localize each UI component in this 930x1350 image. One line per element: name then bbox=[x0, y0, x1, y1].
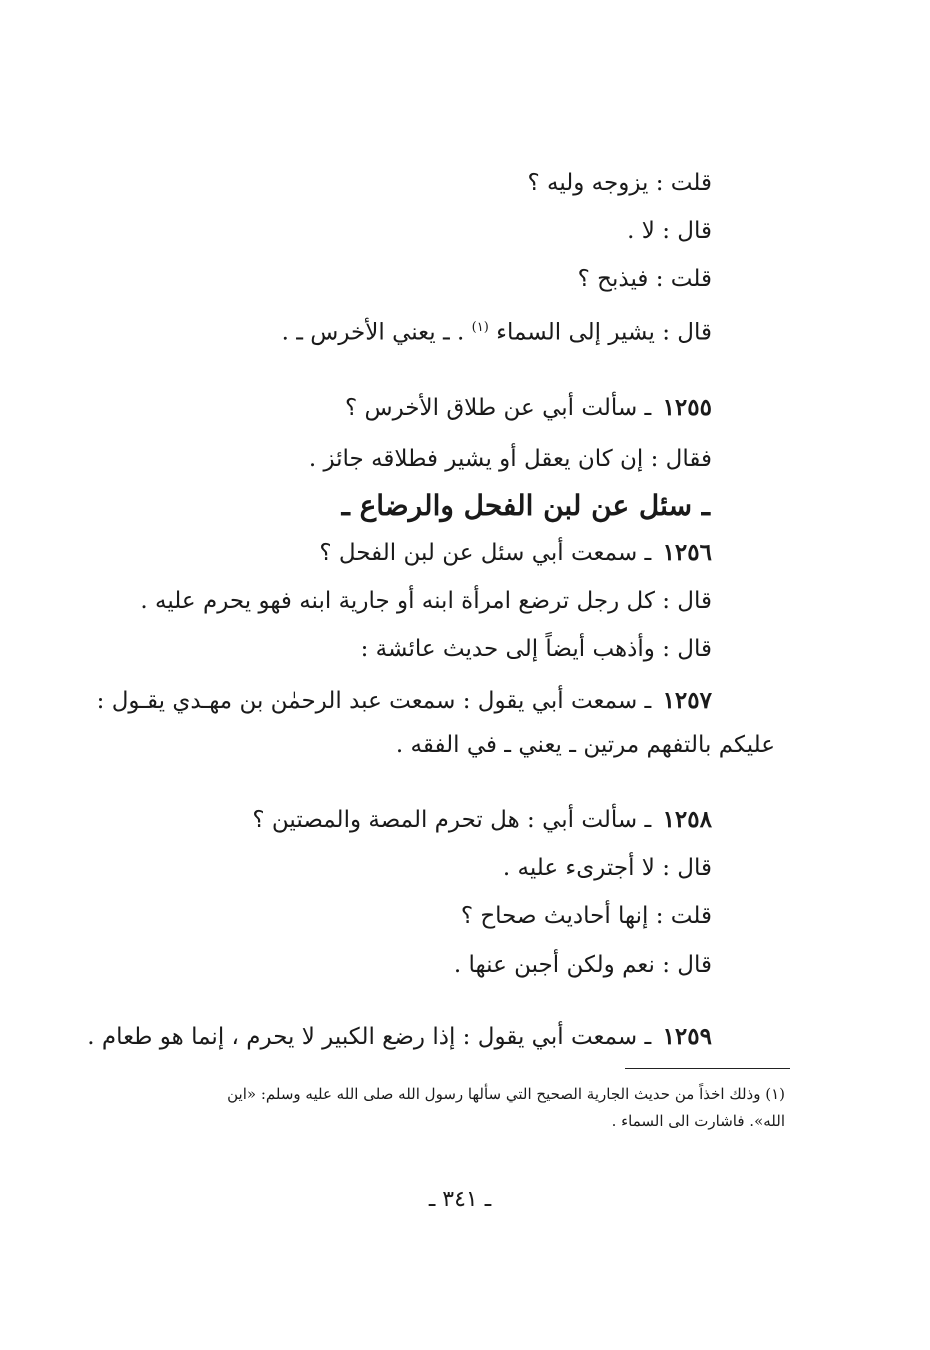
entry-1259: ١٢٥٩ ـ سمعت أبي يقول : إذا رضع الكبير لا يحرم ، إنما هو طعام . bbox=[87, 1023, 712, 1050]
entry-number: ١٢٥٥ bbox=[662, 394, 712, 421]
text-line: قال : لا أجترىء عليه . bbox=[502, 855, 712, 881]
section-heading: ـ سئل عن لبن الفحل والرضاع ـ bbox=[341, 489, 710, 522]
entry-1256: ١٢٥٦ ـ سمعت أبي سئل عن لبن الفحل ؟ bbox=[319, 539, 712, 566]
entry-1258: ١٢٥٨ ـ سألت أبي : هل تحرم المصة والمصتين ؟ bbox=[252, 806, 712, 833]
text-line: قال : كل رجل ترضع امرأة ابنه أو جارية ابنه فهو يحرم عليه . bbox=[140, 588, 712, 614]
text-line: عليكم بالتفهم مرتين ـ يعني ـ في الفقه . bbox=[395, 732, 775, 758]
entry-1255: ١٢٥٥ ـ سألت أبي عن طلاق الأخرس ؟ bbox=[345, 394, 712, 421]
text-line: قال : وأذهب أيضاً إلى حديث عائشة : bbox=[360, 636, 712, 662]
footnote-reference: (١) bbox=[471, 320, 489, 335]
entry-1257: ١٢٥٧ ـ سمعت أبي يقول : سمعت عبد الرحمٰن بن مهـدي يقـول : bbox=[96, 687, 712, 714]
text-line: قال : لا . bbox=[627, 218, 712, 244]
text-line: قلت : فيذبح ؟ bbox=[577, 266, 712, 292]
entry-number: ١٢٥٩ bbox=[662, 1023, 712, 1050]
entry-number: ١٢٥٦ bbox=[662, 539, 712, 566]
text-line: قال : يشير إلى السماء $^{(١)}$ . ـ يعني الأخرس ـ . bbox=[281, 319, 712, 346]
entry-number: ١٢٥٧ bbox=[662, 687, 712, 714]
text-line: قلت : إنها أحاديث صحاح ؟ bbox=[460, 903, 712, 929]
footnote-separator bbox=[625, 1068, 790, 1069]
page-number: ـ ٣٤١ ـ bbox=[428, 1187, 492, 1212]
footnote-line: (١) وذلك اخذاً من حديث الجارية الصحيح التي سألها رسول الله صلى الله عليه وسلم: «اين bbox=[227, 1085, 785, 1103]
text-line: قال : نعم ولكن أجبن عنها . bbox=[453, 952, 712, 978]
entry-number: ١٢٥٨ bbox=[662, 806, 712, 833]
text-line: فقال : إن كان يعقل أو يشير فطلاقه جائز . bbox=[308, 446, 712, 472]
footnote-line: الله». فاشارت الى السماء . bbox=[611, 1112, 785, 1130]
text-line: قلت : يزوجه وليه ؟ bbox=[527, 170, 712, 196]
